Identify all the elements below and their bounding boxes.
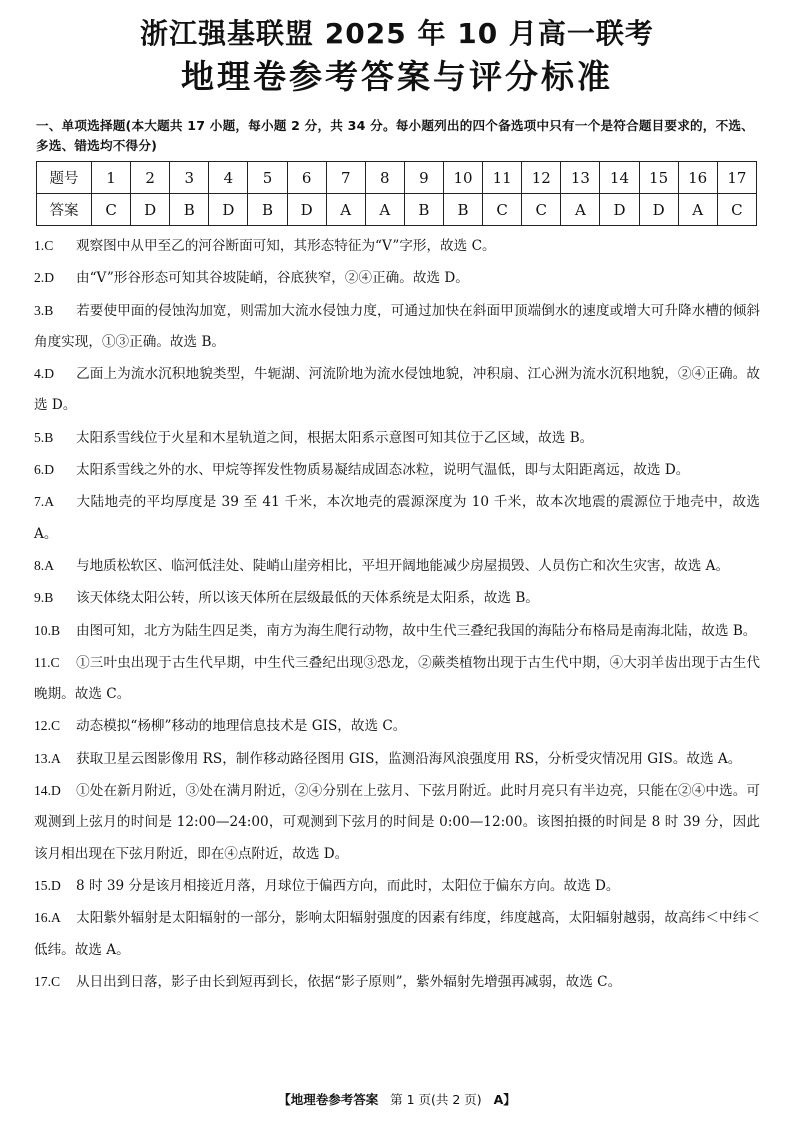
explanation-text: 该天体绕太阳公转，所以该天体所在层级最低的天体系统是太阳系，故选 B。 xyxy=(76,590,539,607)
explanation-item xyxy=(34,870,760,902)
explanation-text: ①处在新月附近，③处在满月附近，②④分别在上弦月、下弦月附近。此时月亮只有半边亮，只能在②④中选。可观测到上弦月的时间是 12:00—24:00，可观测到下弦月的时间是 0:00—12:00。该图拍摄的时间是 8 时 39 分，因此该月相出现在下弦月附近，即在④点附近，故选 D。 xyxy=(34,783,760,862)
footer-page: 第 1 页(共 2 页) xyxy=(390,1092,482,1107)
explanation-text: 乙面上为流水沉积地貌类型，牛轭湖、河流阶地为流水侵蚀地貌，冲积扇、江心洲为流水沉积地貌，②④正确。故选 D。 xyxy=(34,366,760,414)
question-number-cell: 3 xyxy=(170,162,209,194)
answer-cell: C xyxy=(92,194,131,226)
page-footer xyxy=(0,1090,794,1108)
explanation-number: 8.A xyxy=(34,557,55,573)
explanation-text: 8 时 39 分是该月相接近月落，月球位于偏西方向，而此时，太阳位于偏东方向。故选 D。 xyxy=(76,877,620,894)
explanation-number: 2.D xyxy=(34,270,55,286)
explanation-item xyxy=(34,295,760,359)
explanation-number: 13.A xyxy=(34,750,61,766)
question-number-cell: 1 xyxy=(92,162,131,194)
explanation-text: ①三叶虫出现于古生代早期，中生代三叠纪出现③恐龙，②蕨类植物出现于古生代中期，④大羽羊齿出现于古生代晚期。故选 C。 xyxy=(34,654,760,703)
explanation-item xyxy=(34,262,760,294)
answer-cell: D xyxy=(287,194,326,226)
answer-cell: C xyxy=(717,194,756,226)
answer-key-title: 地理卷参考答案与评分标准 xyxy=(181,57,613,96)
explanation-number: 9.B xyxy=(34,590,54,606)
footer-right: A】 xyxy=(493,1092,516,1107)
explanation-text: 太阳系雪线之外的水、甲烷等挥发性物质易凝结成固态冰粒，说明气温低，即与太阳距离远，故选 D。 xyxy=(76,462,690,479)
explanation-item xyxy=(34,615,760,647)
question-number-cell: 2 xyxy=(131,162,170,194)
question-number-cell: 8 xyxy=(365,162,404,194)
explanation-number: 1.C xyxy=(34,238,54,253)
explanation-number: 3.B xyxy=(34,302,54,318)
explanation-number: 7.A xyxy=(34,494,55,510)
answer-cell: C xyxy=(483,194,522,226)
answer-row xyxy=(37,194,757,226)
answer-cell: D xyxy=(600,194,639,226)
explanation-text: 太阳系雪线位于火星和木星轨道之间，根据太阳系示意图可知其位于乙区域，故选 B。 xyxy=(76,429,594,446)
answer-cell: B xyxy=(404,194,443,226)
question-number-cell: 4 xyxy=(209,162,248,194)
explanation-item xyxy=(34,775,760,870)
exam-title: 浙江强基联盟 2025 年 10 月高一联考 xyxy=(140,17,654,50)
question-number-cell: 15 xyxy=(639,162,678,194)
explanation-item xyxy=(34,966,760,998)
explanation-text: 获取卫星云图影像用 RS，制作移动路径图用 GIS，监测沿海风浪强度用 RS，分析受灾情况用 GIS。故选 A。 xyxy=(76,750,742,767)
explanation-item xyxy=(34,743,760,775)
section-intro: 一、单项选择题(本大题共 17 小题，每小题 2 分，共 34 分。每小题列出的四个备选项中只有一个是符合题目要求的，不选、多选、错选均不得分) xyxy=(36,118,754,153)
explanation-number: 6.D xyxy=(34,462,55,478)
answer-cell: A xyxy=(365,194,404,226)
explanation-item xyxy=(34,582,760,614)
answer-table xyxy=(36,161,757,226)
answer-cell: A xyxy=(326,194,365,226)
explanation-text: 大陆地壳的平均厚度是 39 至 41 千米，本次地壳的震源深度为 10 千米，故本次地震的震源位于地壳中，故选 A。 xyxy=(34,494,760,542)
question-number-cell: 11 xyxy=(483,162,522,194)
answer-cell: B xyxy=(170,194,209,226)
explanation-item xyxy=(34,647,760,711)
answer-cell: A xyxy=(561,194,600,226)
explanation-number: 10.B xyxy=(34,622,61,638)
question-number-cell: 16 xyxy=(678,162,717,194)
answer-cell: B xyxy=(248,194,287,226)
question-number-cell: 9 xyxy=(404,162,443,194)
answer-cell: D xyxy=(209,194,248,226)
question-number-cell: 7 xyxy=(326,162,365,194)
question-number-row xyxy=(37,162,757,194)
answer-cell: D xyxy=(131,194,170,226)
row-label-answer: 答案 xyxy=(37,194,92,226)
question-number-cell: 17 xyxy=(717,162,756,194)
question-number-cell: 10 xyxy=(443,162,482,194)
question-number-cell: 14 xyxy=(600,162,639,194)
explanation-number: 5.B xyxy=(34,429,54,445)
explanation-item xyxy=(34,902,760,966)
question-number-cell: 12 xyxy=(522,162,561,194)
explanation-item xyxy=(34,550,760,582)
explanation-number: 17.C xyxy=(34,973,61,989)
explanation-text: 与地质松软区、临河低洼处、陡峭山崖旁相比，平坦开阔地能减少房屋损毁、人员伤亡和次生灾害，故选 A。 xyxy=(76,557,730,574)
explanation-number: 11.C xyxy=(34,654,60,670)
explanation-item xyxy=(34,454,760,486)
explanation-text: 由“V”形谷形态可知其谷坡陡峭，谷底狭窄，②④正确。故选 D。 xyxy=(76,270,469,287)
explanation-item xyxy=(34,422,760,454)
question-number-cell: 5 xyxy=(248,162,287,194)
answer-cell: D xyxy=(639,194,678,226)
explanation-number: 12.C xyxy=(34,718,61,734)
explanation-item xyxy=(34,358,760,422)
explanation-item xyxy=(34,486,760,550)
explanation-text: 太阳紫外辐射是太阳辐射的一部分，影响太阳辐射强度的因素有纬度，纬度越高，太阳辐射越弱，故高纬＜中纬＜低纬。故选 A。 xyxy=(34,910,760,958)
answer-cell: A xyxy=(678,194,717,226)
explanation-item xyxy=(34,710,760,742)
explanation-number: 15.D xyxy=(34,877,61,893)
question-number-cell: 6 xyxy=(287,162,326,194)
explanation-text: 由图可知，北方为陆生四足类，南方为海生爬行动物，故中生代三叠纪我国的海陆分布格局是南海北陆，故选 B。 xyxy=(76,622,757,639)
explanation-item xyxy=(34,230,760,262)
answer-cell: C xyxy=(522,194,561,226)
explanation-list xyxy=(34,230,760,998)
explanation-text: 动态模拟“杨柳”移动的地理信息技术是 GIS，故选 C。 xyxy=(76,718,407,735)
explanation-text: 从日出到日落，影子由长到短再到长，依据“影子原则”，紫外辐射先增强再减弱，故选 C。 xyxy=(76,973,622,990)
explanation-number: 16.A xyxy=(34,910,61,926)
explanation-text: 若要使甲面的侵蚀沟加宽，则需加大流水侵蚀力度，可通过加快在斜面甲顶端倒水的速度或增大可升降水槽的倾斜角度实现，①③正确。故选 B。 xyxy=(34,302,760,350)
answer-cell: B xyxy=(443,194,482,226)
explanation-text: 观察图中从甲至乙的河谷断面可知，其形态特征为“V”字形，故选 C。 xyxy=(76,238,496,254)
question-number-cell: 13 xyxy=(561,162,600,194)
footer-left: 【地理卷参考答案 xyxy=(278,1092,379,1107)
explanation-number: 4.D xyxy=(34,366,55,382)
explanation-number: 14.D xyxy=(34,783,61,799)
row-label-number: 题号 xyxy=(37,162,92,194)
